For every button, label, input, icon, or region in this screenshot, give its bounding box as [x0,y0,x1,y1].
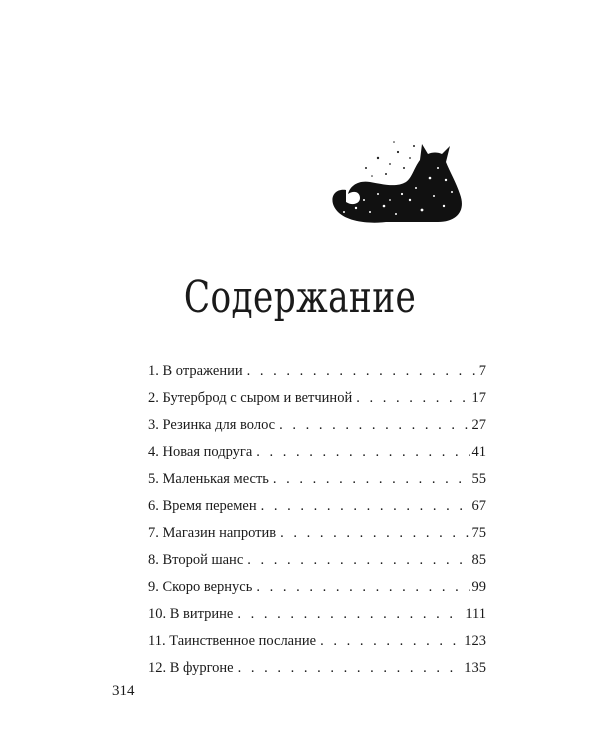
toc-entry-label: 10. В витрине [148,606,234,622]
toc-entry-label: 7. Магазин напротив [148,525,277,541]
toc-entry[interactable] [148,574,486,601]
toc-entry[interactable] [148,466,486,493]
toc-entry-label: 8. Второй шанс [148,552,244,568]
dot-leader [238,655,463,682]
toc-entry-label: 5. Маленькая месть [148,471,269,487]
toc-entry[interactable] [148,520,486,547]
toc-entry-page: 111 [465,606,486,622]
toc-entry[interactable] [148,439,486,466]
toc-entry-page: 75 [471,525,486,541]
toc-entry-page: 55 [471,471,486,487]
dot-leader [356,385,469,412]
toc-entry[interactable] [148,385,486,412]
toc-entry-page: 41 [471,444,486,460]
dot-leader [237,601,463,628]
page-number: 314 [112,683,135,699]
toc-entry-label: 6. Время перемен [148,498,257,514]
starry-cat-icon [326,128,466,228]
dot-leader [247,547,469,574]
toc-entry[interactable] [148,412,486,439]
toc-entry-page: 27 [471,417,486,433]
table-of-contents [148,358,486,682]
dot-leader [320,628,462,655]
dot-leader [273,466,470,493]
dot-leader [261,493,470,520]
toc-entry-label: 12. В фургоне [148,660,234,676]
toc-entry-label: 2. Бутерброд с сыром и ветчиной [148,390,353,406]
toc-entry[interactable] [148,493,486,520]
toc-entry-label: 4. Новая подруга [148,444,253,460]
toc-entry[interactable] [148,628,486,655]
page-title: Содержание [183,272,417,323]
toc-entry-page: 85 [471,552,486,568]
dot-leader [247,358,477,385]
toc-entry-label: 9. Скоро вернусь [148,579,253,595]
dot-leader [256,439,469,466]
dot-leader [279,412,469,439]
toc-entry[interactable] [148,547,486,574]
toc-entry-label: 11. Таинственное послание [148,633,317,649]
toc-entry-page: 7 [478,363,486,379]
toc-entry-page: 17 [471,390,486,406]
dot-leader [280,520,469,547]
toc-entry-label: 3. Резинка для волос [148,417,276,433]
toc-entry-page: 135 [464,660,486,676]
dot-leader [256,574,469,601]
toc-entry[interactable] [148,601,486,628]
toc-entry-page: 99 [471,579,486,595]
toc-entry[interactable] [148,655,486,682]
toc-entry-page: 67 [471,498,486,514]
toc-entry[interactable] [148,358,486,385]
toc-entry-label: 1. В отражении [148,363,243,379]
toc-entry-page: 123 [464,633,486,649]
